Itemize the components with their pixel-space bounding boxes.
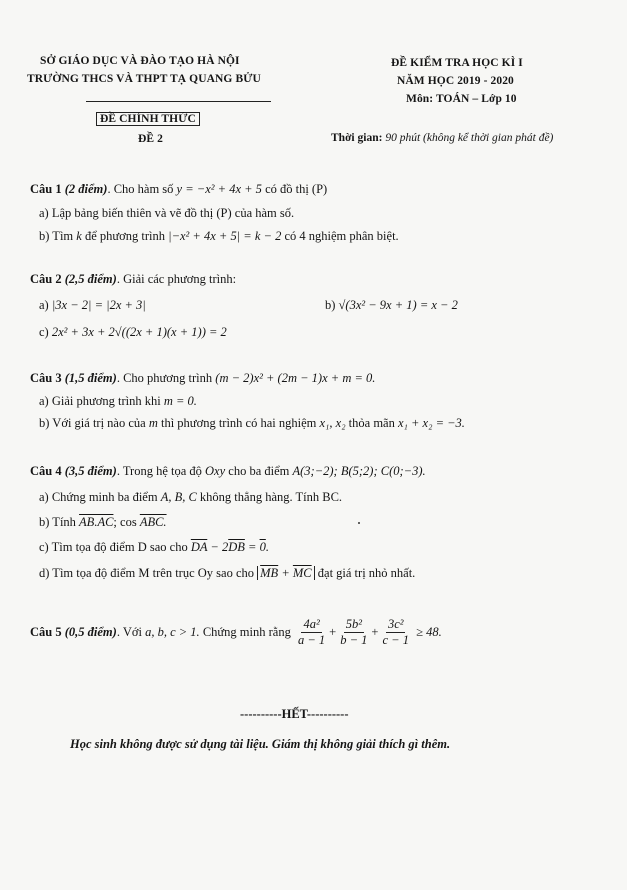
q4-c-end: . (265, 540, 269, 554)
q5-den-2: b − 1 (340, 633, 368, 647)
q2-b-label: b) (325, 298, 336, 312)
q5-den-1: a − 1 (297, 633, 326, 647)
q4-d-vec-mb: $\overline{MB}$ (260, 566, 279, 580)
q3-b-mid: thì phương trình có hai nghiệm (160, 416, 317, 430)
header-underline (86, 101, 271, 102)
time-label: Thời gian: (331, 132, 383, 144)
q3-b-formula: x₁ + x₂ = −3. (397, 416, 465, 430)
q3-b-var: m (148, 416, 158, 430)
q5-num-3: 3c² (387, 617, 404, 631)
q1-b-formula: |−x² + 4x + 5| = k − 2 (168, 229, 282, 243)
q4-c-pre: c) Tìm tọa độ điểm D sao cho (39, 540, 188, 554)
q5-fraction-1 (296, 617, 327, 648)
time-value: 90 phút (không kể thời gian phát đề) (385, 132, 554, 144)
department-name: SỞ GIÁO DỤC VÀ ĐÀO TẠO HÀ NỘI (40, 55, 240, 67)
q5-stem (30, 617, 442, 648)
q5-rhs: ≥ 48. (416, 625, 442, 639)
q1-b-pre: b) Tìm (39, 229, 74, 243)
q4-b-sep: ; cos (113, 515, 137, 529)
q4-mid: cho ba điểm (228, 464, 290, 478)
q2-label: Câu 2 (30, 272, 62, 286)
q2-stem (30, 272, 236, 287)
q4-d-vec-mc: $\overline{MC}$ (292, 566, 312, 580)
q4-system: Oxy (205, 464, 226, 478)
q1-b-var: k (76, 229, 82, 243)
q2-c-formula: 2x² + 3x + 2√((2x + 1)(x + 1)) = 2 (51, 325, 227, 339)
q1-label: Câu 1 (30, 182, 62, 196)
q4-intro: . Trong hệ tọa độ (116, 464, 202, 478)
q3-formula: (m − 2)x² + (2m − 1)x + m = 0. (215, 371, 376, 385)
q4-d-magnitude (257, 566, 315, 580)
q4-c-minus: − 2 (207, 540, 229, 554)
q4-points: (3,5 điểm) (64, 464, 117, 478)
q5-label: Câu 5 (30, 625, 62, 639)
q2-part-c (39, 325, 227, 340)
q3-a-text: a) Giải phương trình khi (39, 394, 161, 408)
q4-a-points: A, B, C (160, 490, 197, 504)
school-year: NĂM HỌC 2019 - 2020 (397, 75, 514, 87)
q4-b-dot-product: AB.AC (79, 515, 114, 529)
stray-mark (358, 522, 360, 524)
q2-a-formula: |3x − 2| = |2x + 3| (51, 298, 146, 312)
q3-stem (30, 371, 375, 386)
q3-intro: . Cho phương trình (116, 371, 213, 385)
q5-fraction-3 (380, 617, 410, 648)
q2-part-b (325, 298, 458, 313)
q1-part-a: a) Lập bảng biến thiên và vẽ đồ thị (P) của hàm số. (39, 206, 295, 220)
q2-a-label: a) (39, 298, 49, 312)
q5-prove: Chứng minh rằng (202, 625, 291, 639)
q1-tail: có đồ thị (P) (265, 182, 328, 196)
exam-title: ĐỀ KIỂM TRA HỌC KÌ I (391, 57, 523, 69)
q2-intro: . Giải các phương trình: (116, 272, 237, 286)
q5-den-3: c − 1 (382, 633, 409, 647)
q2-part-a (39, 298, 146, 313)
q4-stem (30, 464, 426, 479)
q5-intro: . Với (116, 625, 142, 639)
q4-part-d (39, 566, 415, 581)
school-name: TRƯỜNG THCS VÀ THPT TẠ QUANG BỬU (27, 73, 261, 85)
q3-points: (1,5 điểm) (64, 371, 117, 385)
q1-points: (2 điểm) (64, 182, 108, 196)
q2-b-formula: √(3x² − 9x + 1) = x − 2 (338, 298, 458, 312)
q4-a-tail: không thẳng hàng. Tính BC. (199, 490, 343, 504)
q3-label: Câu 3 (30, 371, 62, 385)
q1-intro: . Cho hàm số (107, 182, 174, 196)
q2-points: (2,5 điểm) (64, 272, 117, 286)
q5-num-1: 4a² (303, 617, 320, 631)
q5-condition: a, b, c > 1. (145, 625, 200, 639)
q4-part-a (39, 490, 342, 505)
q3-b-roots: x₁, x₂ (319, 416, 346, 430)
q4-d-tail: đạt giá trị nhỏ nhất. (317, 566, 416, 580)
q1-formula: y = −x² + 4x + 5 (176, 182, 262, 196)
q4-part-b (39, 515, 167, 530)
q4-c-vec-da: $\overline{DA}$ (190, 540, 208, 554)
q2-c-label: c) (39, 325, 49, 339)
q4-part-c (39, 540, 269, 555)
q1-b-tail: có 4 nghiệm phân biệt. (284, 229, 399, 243)
q1-stem (30, 182, 327, 197)
q5-num-2: 5b² (345, 617, 362, 631)
exam-code: ĐỀ 2 (138, 133, 164, 145)
q1-part-b (39, 229, 399, 244)
q3-b-cond: thỏa mãn (348, 416, 395, 430)
q3-part-b (39, 416, 465, 431)
q3-a-formula: m = 0. (163, 394, 197, 408)
q1-b-mid: để phương trình (84, 229, 166, 243)
q5-fraction-2 (338, 617, 369, 648)
q4-label: Câu 4 (30, 464, 62, 478)
time-info (331, 132, 553, 144)
q4-c-eq: = (244, 540, 260, 554)
q4-b-pre: b) Tính (39, 515, 76, 529)
q5-points: (0,5 điểm) (64, 625, 117, 639)
footer-note: Học sinh không được sử dụng tài liệu. Giám thị không giải thích gì thêm. (70, 737, 451, 751)
q5-plus-2: + (371, 625, 379, 639)
q4-d-pre: d) Tìm tọa độ điểm M trên trục Oy sao cho (39, 566, 255, 580)
q3-b-pre: b) Với giá trị nào của (39, 416, 146, 430)
end-marker: ----------HẾT---------- (240, 707, 349, 721)
q4-c-vec-db: $\overline{DB}$ (228, 540, 245, 554)
q4-points-list: A(3;−2); B(5;2); C(0;−3). (292, 464, 426, 478)
q4-c-zero-vec: 0 (259, 540, 266, 554)
subject: Môn: TOÁN – Lớp 10 (406, 93, 517, 105)
q4-a-pre: a) Chứng minh ba điểm (39, 490, 158, 504)
official-label: ĐỀ CHÍNH THỨC (96, 112, 200, 126)
q4-d-plus: + (278, 566, 293, 580)
q3-part-a (39, 394, 197, 409)
q4-b-angle: ABC. (139, 515, 167, 529)
q5-plus-1: + (329, 625, 337, 639)
